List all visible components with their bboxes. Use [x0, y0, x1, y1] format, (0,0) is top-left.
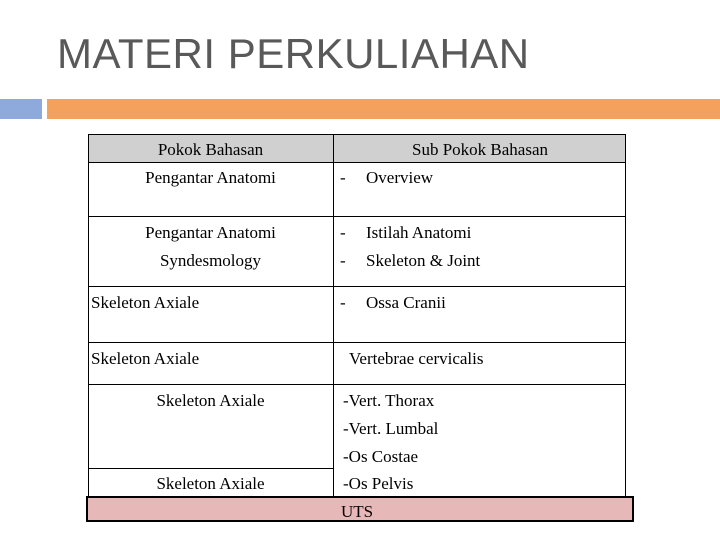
- row2-topic-line1: Pengantar Anatomi: [145, 223, 276, 242]
- row-divider: [88, 342, 626, 343]
- row2-sub1: Istilah Anatomi: [366, 223, 472, 242]
- row3-topic: Skeleton Axiale: [91, 293, 200, 312]
- row2-sub2: Skeleton & Joint: [366, 251, 481, 270]
- row1-topic: Pengantar Anatomi: [145, 168, 276, 187]
- table-border-top: [88, 134, 626, 135]
- row3-sub: Ossa Cranii: [366, 293, 446, 312]
- header-pokok-bahasan: Pokok Bahasan: [157, 140, 264, 159]
- materials-table: [88, 134, 626, 496]
- row5-sub1: -Vert. Thorax: [343, 391, 435, 410]
- row4-sub: Vertebrae cervicalis: [349, 349, 484, 368]
- row1-sub: Overview: [366, 168, 434, 187]
- row1-dash: -: [340, 168, 346, 187]
- row3-dash: -: [340, 293, 346, 312]
- row2-dash2: -: [340, 251, 346, 270]
- column-divider: [333, 134, 334, 496]
- row6-topic: Skeleton Axiale: [156, 474, 265, 493]
- row4-topic: Skeleton Axiale: [91, 349, 200, 368]
- table-header-divider: [88, 162, 626, 163]
- row6-sub: -Os Pelvis: [343, 474, 414, 493]
- row2-dash1: -: [340, 223, 346, 242]
- row-divider: [88, 216, 626, 217]
- row-divider: [88, 384, 626, 385]
- row5-topic: Skeleton Axiale: [156, 391, 265, 410]
- row5-sub2: -Vert. Lumbal: [343, 419, 439, 438]
- accent-bar-blue: [0, 99, 42, 119]
- table-border-right: [625, 134, 626, 496]
- row2-topic-line2: Syndesmology: [159, 251, 262, 270]
- accent-bar-orange: [47, 99, 720, 119]
- row-divider: [88, 286, 626, 287]
- row-divider: [88, 468, 333, 469]
- uts-label: UTS: [341, 502, 374, 521]
- row5-sub3: -Os Costae: [343, 447, 419, 466]
- header-sub-pokok-bahasan: Sub Pokok Bahasan: [412, 140, 548, 159]
- slide-title: MATERI PERKULIAHAN: [57, 30, 530, 77]
- table-border-left: [88, 134, 89, 496]
